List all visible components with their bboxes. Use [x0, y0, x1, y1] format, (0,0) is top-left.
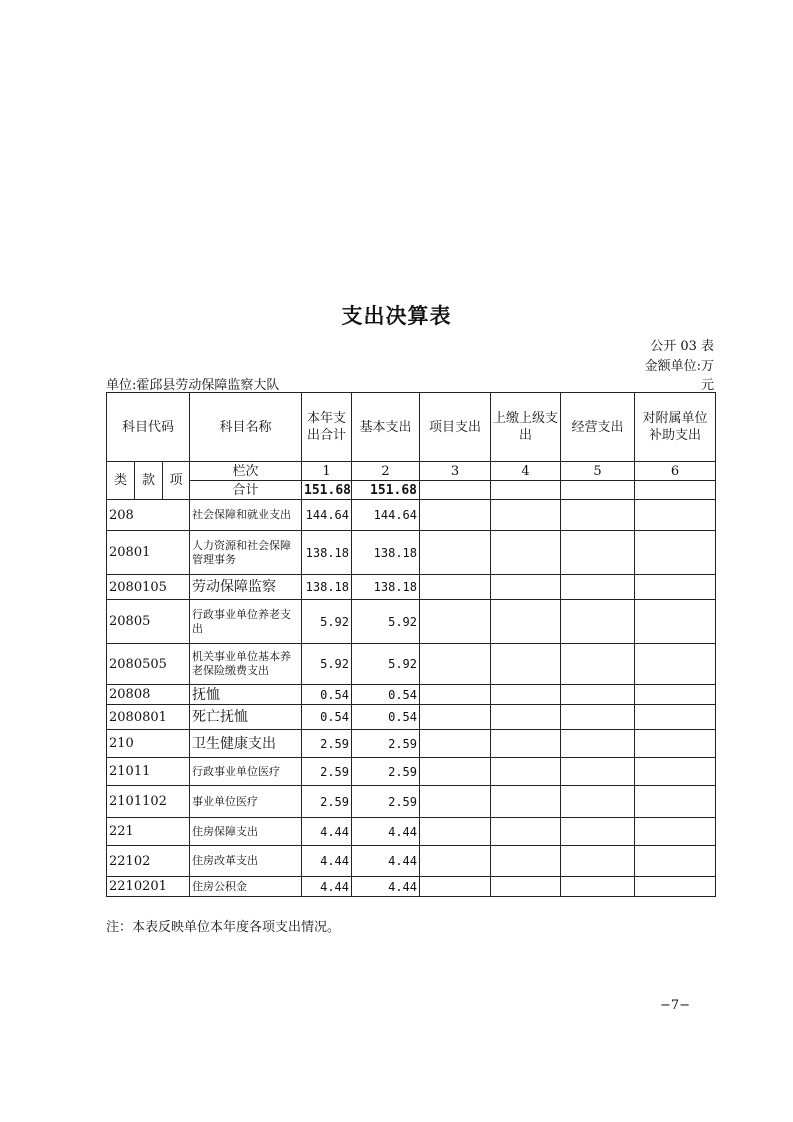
remit-upper-expenditure — [491, 818, 561, 846]
operating-expenditure — [561, 730, 635, 758]
amount-unit-label: 金额单位:万 — [644, 359, 714, 374]
remit-upper-expenditure — [491, 730, 561, 758]
page-number: −7− — [660, 998, 691, 1013]
basic-expenditure: 0.54 — [352, 705, 420, 730]
header-lei: 类 — [107, 462, 135, 500]
project-expenditure — [420, 500, 491, 531]
header-col1: 本年支出合计 — [302, 393, 352, 462]
total-expenditure: 138.18 — [302, 531, 352, 575]
subsidy-expenditure — [635, 685, 716, 705]
operating-expenditure — [561, 644, 635, 685]
basic-expenditure: 0.54 — [352, 685, 420, 705]
table-row — [107, 846, 716, 877]
project-expenditure — [420, 786, 491, 818]
basic-expenditure: 5.92 — [352, 644, 420, 685]
table-row — [107, 600, 716, 644]
basic-expenditure: 144.64 — [352, 500, 420, 531]
project-expenditure — [420, 758, 491, 786]
project-expenditure — [420, 685, 491, 705]
amount-unit-label-wrap: 元 — [700, 378, 714, 393]
subject-name: 事业单位医疗 — [190, 786, 302, 818]
subsidy-expenditure — [635, 818, 716, 846]
header-col4: 上缴上级支出 — [491, 393, 561, 462]
remit-upper-expenditure — [491, 758, 561, 786]
subject-code: 210 — [107, 730, 190, 758]
total-expenditure: 4.44 — [302, 846, 352, 877]
basic-expenditure: 4.44 — [352, 818, 420, 846]
col-number-5: 5 — [561, 462, 635, 481]
remit-upper-expenditure — [491, 877, 561, 897]
column-number-row — [107, 462, 716, 481]
basic-expenditure: 2.59 — [352, 758, 420, 786]
col-number-6: 6 — [635, 462, 716, 481]
subject-code: 20805 — [107, 600, 190, 644]
header-name: 科目名称 — [190, 393, 302, 462]
subject-code: 2080801 — [107, 705, 190, 730]
remit-upper-expenditure — [491, 685, 561, 705]
total-expenditure: 0.54 — [302, 685, 352, 705]
subject-code: 21011 — [107, 758, 190, 786]
subsidy-expenditure — [635, 846, 716, 877]
total-expenditure: 4.44 — [302, 818, 352, 846]
col-number-3: 3 — [420, 462, 491, 481]
operating-expenditure — [561, 846, 635, 877]
subject-code: 2210201 — [107, 877, 190, 897]
header-heji: 合计 — [190, 481, 302, 500]
subject-name: 抚恤 — [190, 685, 302, 705]
remit-upper-expenditure — [491, 846, 561, 877]
basic-expenditure: 138.18 — [352, 575, 420, 600]
basic-expenditure: 138.18 — [352, 531, 420, 575]
table-row — [107, 730, 716, 758]
header-xiang: 项 — [163, 462, 190, 500]
subject-code: 221 — [107, 818, 190, 846]
basic-expenditure: 4.44 — [352, 877, 420, 897]
operating-expenditure — [561, 758, 635, 786]
operating-expenditure — [561, 575, 635, 600]
header-col5: 经营支出 — [561, 393, 635, 462]
header-col2: 基本支出 — [352, 393, 420, 462]
operating-expenditure — [561, 531, 635, 575]
table-row — [107, 705, 716, 730]
header-kuan: 款 — [135, 462, 163, 500]
table-row — [107, 758, 716, 786]
subject-code: 20808 — [107, 685, 190, 705]
subsidy-expenditure — [635, 500, 716, 531]
total-expenditure: 0.54 — [302, 705, 352, 730]
table-row — [107, 786, 716, 818]
subject-name: 卫生健康支出 — [190, 730, 302, 758]
header-row — [107, 393, 716, 462]
total-expenditure: 2.59 — [302, 758, 352, 786]
operating-expenditure — [561, 705, 635, 730]
header-col6: 对附属单位补助支出 — [635, 393, 716, 462]
table-row — [107, 818, 716, 846]
subsidy-expenditure — [635, 644, 716, 685]
subject-code: 2080505 — [107, 644, 190, 685]
subject-code: 20801 — [107, 531, 190, 575]
col-number-4: 4 — [491, 462, 561, 481]
subject-name: 社会保障和就业支出 — [190, 500, 302, 531]
subject-code: 2080105 — [107, 575, 190, 600]
subject-name: 死亡抚恤 — [190, 705, 302, 730]
subject-name: 行政事业单位养老支出 — [190, 600, 302, 644]
remit-upper-expenditure — [491, 575, 561, 600]
header-lanci: 栏次 — [190, 462, 302, 481]
table-row — [107, 575, 716, 600]
table-row — [107, 685, 716, 705]
subject-name: 住房改革支出 — [190, 846, 302, 877]
total-expenditure: 2.59 — [302, 786, 352, 818]
subsidy-expenditure — [635, 575, 716, 600]
total-expenditure: 5.92 — [302, 644, 352, 685]
remit-upper-expenditure — [491, 786, 561, 818]
subsidy-expenditure — [635, 877, 716, 897]
page-title: 支出决算表 — [341, 303, 452, 328]
project-expenditure — [420, 531, 491, 575]
subsidy-expenditure — [635, 531, 716, 575]
table-note: 注：本表反映单位本年度各项支出情况。 — [106, 920, 341, 935]
organization-label: 单位:霍邱县劳动保障监察大队 — [106, 378, 280, 393]
total-expenditure: 5.92 — [302, 600, 352, 644]
total-expenditure: 138.18 — [302, 575, 352, 600]
col-number-2: 2 — [352, 462, 420, 481]
total-row — [107, 481, 716, 500]
subject-name: 机关事业单位基本养老保险缴费支出 — [190, 644, 302, 685]
project-expenditure — [420, 818, 491, 846]
operating-expenditure — [561, 786, 635, 818]
remit-upper-expenditure — [491, 531, 561, 575]
table-row — [107, 877, 716, 897]
subject-name: 行政事业单位医疗 — [190, 758, 302, 786]
subject-name: 人力资源和社会保障管理事务 — [190, 531, 302, 575]
header-col3: 项目支出 — [420, 393, 491, 462]
basic-expenditure: 2.59 — [352, 786, 420, 818]
remit-upper-expenditure — [491, 644, 561, 685]
subsidy-expenditure — [635, 730, 716, 758]
remit-upper-expenditure — [491, 600, 561, 644]
subsidy-expenditure — [635, 600, 716, 644]
remit-upper-expenditure — [491, 500, 561, 531]
operating-expenditure — [561, 500, 635, 531]
col-number-1: 1 — [302, 462, 352, 481]
basic-expenditure: 5.92 — [352, 600, 420, 644]
project-expenditure — [420, 600, 491, 644]
table-row — [107, 500, 716, 531]
subject-name: 劳动保障监察 — [190, 575, 302, 600]
header-code: 科目代码 — [107, 393, 190, 462]
subsidy-expenditure — [635, 786, 716, 818]
subject-name: 住房公积金 — [190, 877, 302, 897]
project-expenditure — [420, 877, 491, 897]
subsidy-expenditure — [635, 758, 716, 786]
basic-expenditure: 2.59 — [352, 730, 420, 758]
remit-upper-expenditure — [491, 705, 561, 730]
project-expenditure — [420, 644, 491, 685]
project-expenditure — [420, 730, 491, 758]
operating-expenditure — [561, 685, 635, 705]
expenditure-table — [106, 392, 716, 897]
total-expenditure: 2.59 — [302, 730, 352, 758]
form-number: 公开 03 表 — [650, 339, 714, 354]
operating-expenditure — [561, 818, 635, 846]
table-row — [107, 531, 716, 575]
total-basic: 151.68 — [352, 481, 420, 500]
table-row — [107, 644, 716, 685]
subject-name: 住房保障支出 — [190, 818, 302, 846]
project-expenditure — [420, 705, 491, 730]
project-expenditure — [420, 846, 491, 877]
subsidy-expenditure — [635, 705, 716, 730]
operating-expenditure — [561, 600, 635, 644]
project-expenditure — [420, 575, 491, 600]
subject-code: 2101102 — [107, 786, 190, 818]
basic-expenditure: 4.44 — [352, 846, 420, 877]
operating-expenditure — [561, 877, 635, 897]
subject-code: 22102 — [107, 846, 190, 877]
total-expenditure: 4.44 — [302, 877, 352, 897]
total-amount: 151.68 — [302, 481, 352, 500]
subject-code: 208 — [107, 500, 190, 531]
total-expenditure: 144.64 — [302, 500, 352, 531]
